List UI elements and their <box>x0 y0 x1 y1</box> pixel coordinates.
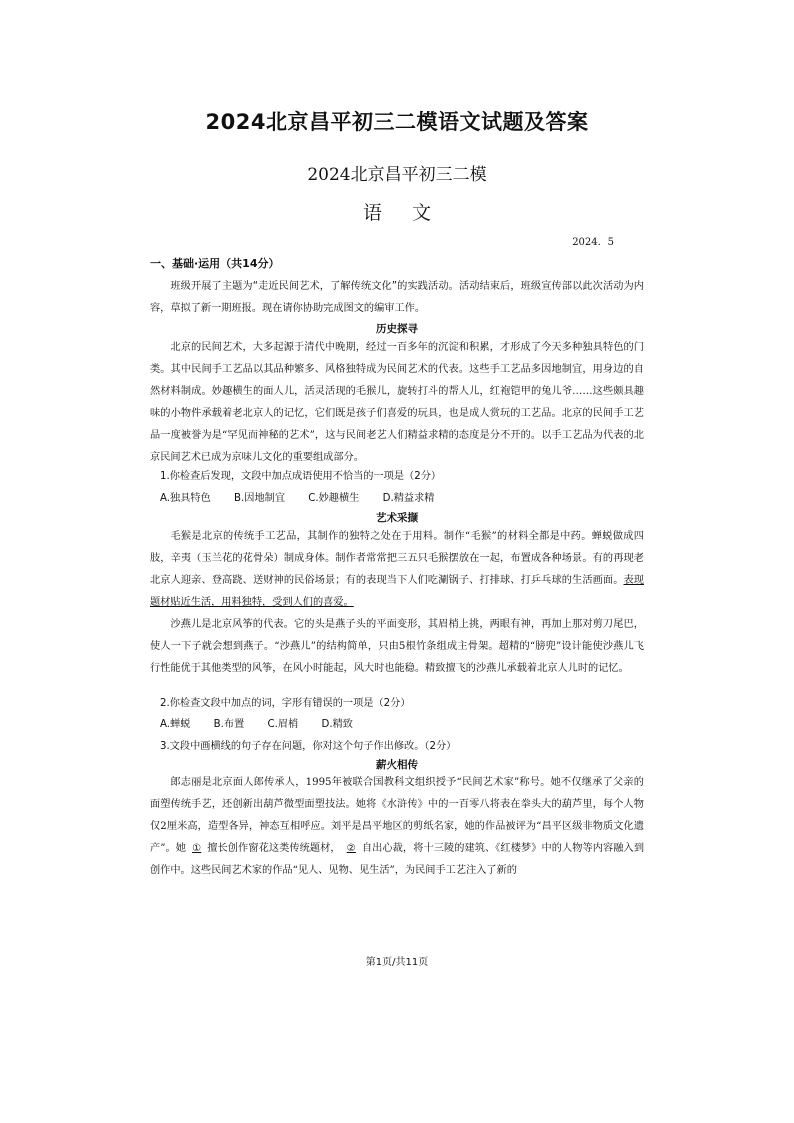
option-c: C.眉梢 <box>267 719 299 730</box>
art-paragraph-1 <box>150 526 644 614</box>
blank-1: ① <box>192 843 202 854</box>
heritage-text-b: 擅长创作窗花这类传统题材， <box>207 843 341 854</box>
blank-2: ② <box>346 843 356 854</box>
option-d: D.精致 <box>321 719 353 730</box>
art-passage <box>150 526 644 680</box>
question-3: 3.文段中画横线的句子存在问题，你对这个句子作出修改。（2分） <box>160 741 457 752</box>
option-a: A.蝉蜕 <box>160 719 191 730</box>
page-footer: 第1页/共11页 <box>365 957 429 968</box>
heritage-text-a: 郎志丽是北京面人郎传承人，1995年被联合国教科文组织授予“民间艺术家”称号。她不仅继承了父亲的面塑传统手艺，还创新出葫芦微型面塑技法。她将《水浒传》中的一百零八将表在拳头大的葫芦里，每个人物仅2厘米高，造型各异，神态互相呼应。刘平是昌平地区的剪纸名家，她的作品被评为“昌平区级非物质文化遗产”。她 <box>150 777 644 854</box>
subject-title: 语文 <box>362 202 461 224</box>
option-b: B.布置 <box>213 719 245 730</box>
question-1: 1.你检查后发现，文段中加点成语使用不恰当的一项是（2分） <box>160 471 442 482</box>
history-passage <box>150 337 644 469</box>
section-heading: 一、基础·运用（共14分） <box>150 257 280 270</box>
option-c: C.妙趣横生 <box>308 493 360 504</box>
history-paragraph: 北京的民间艺术，大多起源于清代中晚期，经过一百多年的沉淀和积累，才形成了今天多种独具特色的门类。其中民间手工艺品以其品种繁多、风格独特成为民间艺术的代表。这些手工艺品多因地制宜，用身边的自然材料制成。妙趣横生的面人儿，活灵活现的毛猴儿，旋转打斗的帮人儿，红袍铠甲的兔儿爷……这些颇具趣味的小物件承载着老北京人的记忆，它们既是孩子们喜爱的玩具，也是成人赏玩的工艺品。北京的民间手工艺品一度被誉为是“罕见而神秘的艺术”，这与民间老艺人们精益求精的态度是分不开的。以手工艺品为代表的北京民间艺术已成为京味儿文化的重要组成部分。 <box>150 342 644 463</box>
part-title-art: 艺术采撷 <box>376 512 418 524</box>
section-intro <box>150 276 644 320</box>
option-b: B.因地制宜 <box>234 493 286 504</box>
question-2: 2.你检查文段中加点的词，字形有错误的一项是（2分） <box>160 698 411 709</box>
art-paragraph-1-text: 毛猴是北京的传统手工艺品，其制作的独特之处在于用料。制作“毛猴”的材料全都是中药。蝉蜕做成四肢，辛夷（玉兰花的花骨朵）制成身体。制作者常常把三五只毛猴摆放在一起，布置成各种场景。有的再现老北京人迎亲、登高跷、送财神的民俗场景；有的表现当下人们吃涮锅子、打排球、打乒乓球的生活画面。 <box>150 531 644 586</box>
heritage-paragraph <box>150 772 644 882</box>
question-2-options <box>160 715 371 730</box>
main-title: 2024北京昌平初三二模语文试题及答案 <box>205 110 589 134</box>
art-paragraph-2: 沙燕儿是北京风筝的代表。它的头是燕子头的平面变形，其眉梢上挑，两眼有神，再加上那对剪刀尾巴，使人一下子就会想到燕子。“沙燕儿”的结构简单，只由5根竹条组成主骨架。超精的“膀兜”设计能使沙燕儿飞行性能优于其他类型的风筝，在风小时能起，风大时也能稳。精致擅飞的沙燕儿承载着北京人儿时的记忆。 <box>150 619 644 674</box>
part-title-heritage: 薪火相传 <box>376 759 418 771</box>
option-d: D.精益求精 <box>382 493 435 504</box>
question-1-options <box>160 489 452 504</box>
option-a: A.独具特色 <box>160 493 211 504</box>
part-title-history: 历史探寻 <box>376 323 418 335</box>
heritage-text-c: 自出心裁，将十三陵的建筑、《红楼梦》中的人物等内容融入到创作中。这些民间艺术家的作品“见人、见物、见生活”，为民间手工艺注入了新的 <box>150 843 645 876</box>
sub-title: 2024北京昌平初三二模 <box>307 165 487 185</box>
underlined-sentence: 表现题材贴近生活，用料独特，受到人们的喜爱。 <box>150 575 644 608</box>
exam-date: 2024．5 <box>572 237 614 248</box>
intro-paragraph: 班级开展了主题为“走近民间艺术，了解传统文化”的实践活动。活动结束后，班级宣传部以此次活动为内容，草拟了新一期班报。现在请你协助完成图文的编审工作。 <box>150 281 644 314</box>
heritage-passage <box>150 772 644 882</box>
